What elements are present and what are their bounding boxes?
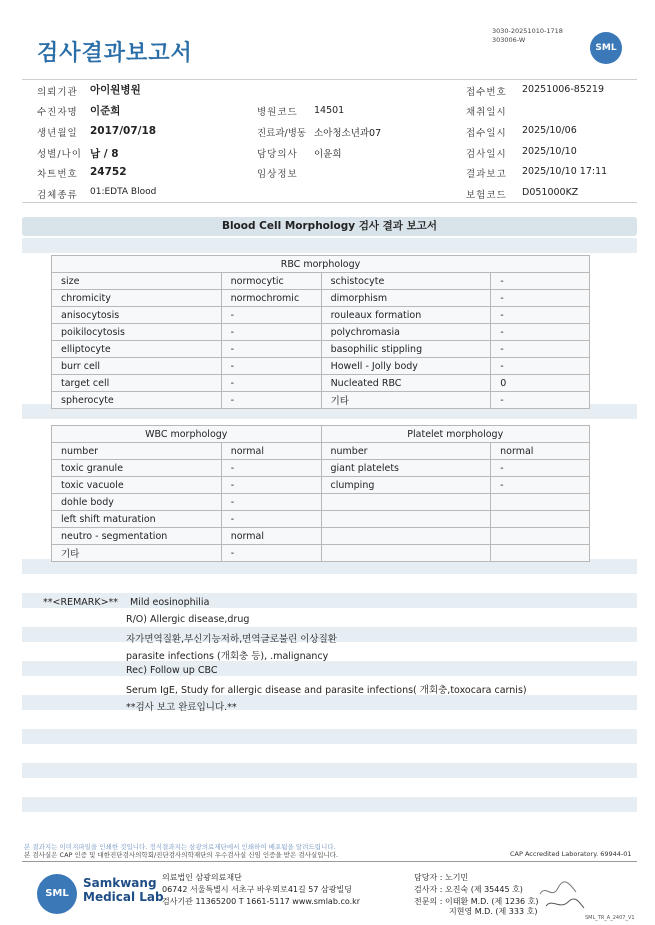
table-cell: - — [221, 392, 321, 409]
clinical-label: 임상정보 — [257, 169, 298, 180]
lab-org: 의료법인 삼광의료재단 — [162, 873, 242, 882]
table-cell: clumping — [321, 477, 491, 494]
table-cell — [321, 528, 491, 545]
remark-first-line: Mild eosinophilia — [130, 597, 210, 608]
table-cell: - — [491, 290, 590, 307]
table-cell: Nucleated RBC — [321, 375, 491, 392]
chart-no-value: 24752 — [90, 166, 127, 178]
table-cell: - — [491, 341, 590, 358]
table-cell: - — [221, 324, 321, 341]
rbc-morphology-table — [51, 255, 590, 409]
table-cell: - — [491, 477, 590, 494]
table-cell: number — [52, 443, 222, 460]
insurance-value: D051000KZ — [522, 187, 579, 198]
remark-line: Rec) Follow up CBC — [126, 665, 218, 676]
dept-label: 진료과/병동 — [257, 128, 307, 139]
test-date-label: 검사일시 — [466, 149, 507, 160]
receipt-date-value: 2025/10/06 — [522, 125, 577, 136]
table-cell: - — [221, 545, 321, 562]
signature-image — [538, 880, 586, 914]
dept-value: 소아청소년과07 — [314, 128, 382, 139]
table-cell: toxic vacuole — [52, 477, 222, 494]
report-codes — [492, 27, 563, 45]
table-row — [52, 443, 590, 460]
table-cell: - — [491, 392, 590, 409]
form-code: SML_TR_A_2407_V1 — [585, 915, 635, 921]
table-cell — [491, 545, 590, 562]
table-cell: - — [221, 494, 321, 511]
sex-age-value: 남 / 8 — [90, 148, 119, 160]
stripe — [22, 695, 637, 710]
sml-footer-logo: SML — [37, 874, 77, 914]
sml-logo: SML — [590, 32, 622, 64]
staff-line: 전문의 : 이태환 M.D. (제 1236 호) — [414, 897, 539, 906]
table-cell: - — [221, 341, 321, 358]
stripe — [22, 763, 637, 778]
table-row — [52, 307, 590, 324]
table-row — [52, 290, 590, 307]
result-date-label: 결과보고 — [466, 169, 507, 180]
table-cell: left shift maturation — [52, 511, 222, 528]
result-date-value: 2025/10/10 17:11 — [522, 166, 608, 177]
table-cell: elliptocyte — [52, 341, 222, 358]
hospital-value: 아이원병원 — [90, 84, 141, 96]
table-cell: - — [221, 460, 321, 477]
table-cell: normal — [221, 443, 321, 460]
table-row — [52, 460, 590, 477]
divider — [22, 202, 637, 203]
table-cell: normocytic — [221, 273, 321, 290]
specimen-label: 검체종류 — [37, 190, 78, 201]
table-cell: 기타 — [321, 392, 491, 409]
table-row — [52, 392, 590, 409]
table-row — [52, 528, 590, 545]
table-cell — [321, 545, 491, 562]
test-date-value: 2025/10/10 — [522, 146, 577, 157]
table-cell: toxic granule — [52, 460, 222, 477]
table-cell — [321, 511, 491, 528]
table-cell: - — [491, 358, 590, 375]
remark-line: 자가면역질환,부신기능저하,면역글로불린 이상질환 — [126, 634, 337, 645]
name-value: 이준희 — [90, 105, 121, 117]
table-cell: normal — [491, 443, 590, 460]
table-row — [52, 477, 590, 494]
table-row — [52, 375, 590, 392]
wbc-table-title: WBC morphology — [52, 426, 322, 443]
remark-line: Serum IgE, Study for allergic disease and parasite infections( 개회충,toxocara carnis) — [126, 685, 527, 696]
table-row — [52, 273, 590, 290]
table-cell: chromicity — [52, 290, 222, 307]
table-cell: schistocyte — [321, 273, 491, 290]
footer-divider — [22, 861, 637, 862]
table-cell: - — [221, 375, 321, 392]
print-notice: 본 결과지는 이미지파일을 인쇄한 것입니다. 정식결과지는 삼광의료재단에서 인쇄하여 배포됨을 알려드립니다. — [24, 843, 336, 851]
table-cell: dimorphism — [321, 290, 491, 307]
table-cell: dohle body — [52, 494, 222, 511]
table-cell: spherocyte — [52, 392, 222, 409]
staff-line: 지현영 M.D. (제 333 호) — [449, 907, 538, 916]
table-row — [52, 545, 590, 562]
remark-line: R/O) Allergic disease,drug — [126, 614, 250, 625]
remark-label: **<REMARK>** — [43, 597, 119, 608]
doctor-value: 이윤희 — [314, 149, 342, 160]
table-cell: neutro - segmentation — [52, 528, 222, 545]
table-cell: - — [221, 477, 321, 494]
wbc-platelet-morphology-table — [51, 425, 590, 562]
table-cell: - — [491, 307, 590, 324]
report-title: Blood Cell Morphology 검사 결과 보고서 — [22, 217, 637, 236]
table-row — [52, 324, 590, 341]
accreditation-notice: 본 검사실은 CAP 인증 및 대한진단검사의학회/진단검사의학재단의 우수검사실 신임 인증을 받은 검사실입니다. — [24, 851, 339, 859]
table-cell: - — [491, 460, 590, 477]
table-cell: - — [221, 307, 321, 324]
report-code-1: 3030-20251010-1718 — [492, 27, 563, 35]
table-row — [52, 494, 590, 511]
table-row — [52, 358, 590, 375]
insurance-label: 보험코드 — [466, 190, 507, 201]
table-cell: 0 — [491, 375, 590, 392]
lab-contact: 검사기관 11365200 T 1661-5117 www.smlab.co.kr — [162, 897, 361, 906]
table-cell: - — [491, 324, 590, 341]
table-cell: - — [491, 273, 590, 290]
stripe — [22, 797, 637, 812]
table-cell — [321, 494, 491, 511]
receipt-no-value: 20251006-85219 — [522, 84, 605, 95]
table-cell: normochromic — [221, 290, 321, 307]
stripe — [22, 729, 637, 744]
table-cell — [491, 528, 590, 545]
table-cell — [491, 494, 590, 511]
lab-name — [83, 876, 164, 904]
hosp-code-value: 14501 — [314, 105, 345, 116]
table-cell: poikilocytosis — [52, 324, 222, 341]
collect-date-label: 채취일시 — [466, 107, 507, 118]
stripe — [22, 661, 637, 676]
page-title: 검사결과보고서 — [37, 41, 193, 66]
table-cell: rouleaux formation — [321, 307, 491, 324]
name-label: 수진자명 — [37, 107, 78, 118]
table-cell: number — [321, 443, 491, 460]
report-code-2: 303006-W — [492, 36, 526, 44]
chart-no-label: 차트번호 — [37, 169, 78, 180]
lab-address: 06742 서울특별시 서초구 바우뫼로41길 57 삼광빌딩 — [162, 885, 352, 894]
table-cell: size — [52, 273, 222, 290]
table-cell: - — [221, 511, 321, 528]
lab-name-line-1: Samkwang — [83, 876, 157, 890]
lab-name-line-2: Medical Lab — [83, 890, 164, 904]
dob-label: 생년월일 — [37, 128, 78, 139]
rbc-table-title: RBC morphology — [52, 256, 590, 273]
staff-line: 검사자 : 오진숙 (제 35445 호) — [414, 885, 523, 894]
table-cell: normal — [221, 528, 321, 545]
table-cell: Howell - Jolly body — [321, 358, 491, 375]
table-cell: polychromasia — [321, 324, 491, 341]
receipt-no-label: 접수번호 — [466, 87, 507, 98]
table-cell: giant platelets — [321, 460, 491, 477]
dob-value: 2017/07/18 — [90, 125, 157, 137]
hosp-code-label: 병원코드 — [257, 107, 298, 118]
table-cell: anisocytosis — [52, 307, 222, 324]
stripe — [22, 238, 637, 253]
remark-line: parasite infections (개회충 등), .malignancy — [126, 651, 329, 662]
divider — [22, 79, 637, 80]
hospital-label: 의뢰기관 — [37, 87, 78, 98]
table-row — [52, 511, 590, 528]
receipt-date-label: 접수일시 — [466, 128, 507, 139]
table-cell: - — [221, 358, 321, 375]
remark-line: **검사 보고 완료입니다.** — [126, 702, 237, 713]
sex-age-label: 성별/나이 — [37, 149, 82, 160]
doctor-label: 담당의사 — [257, 149, 298, 160]
cap-accreditation: CAP Accredited Laboratory. 69944-01 — [510, 850, 632, 858]
table-row — [52, 341, 590, 358]
table-cell: burr cell — [52, 358, 222, 375]
table-cell: target cell — [52, 375, 222, 392]
table-cell — [491, 511, 590, 528]
platelet-table-title: Platelet morphology — [321, 426, 589, 443]
table-cell: 기타 — [52, 545, 222, 562]
staff-line: 담당자 : 노기민 — [414, 873, 469, 882]
table-cell: basophilic stippling — [321, 341, 491, 358]
specimen-value: 01:EDTA Blood — [90, 187, 157, 197]
